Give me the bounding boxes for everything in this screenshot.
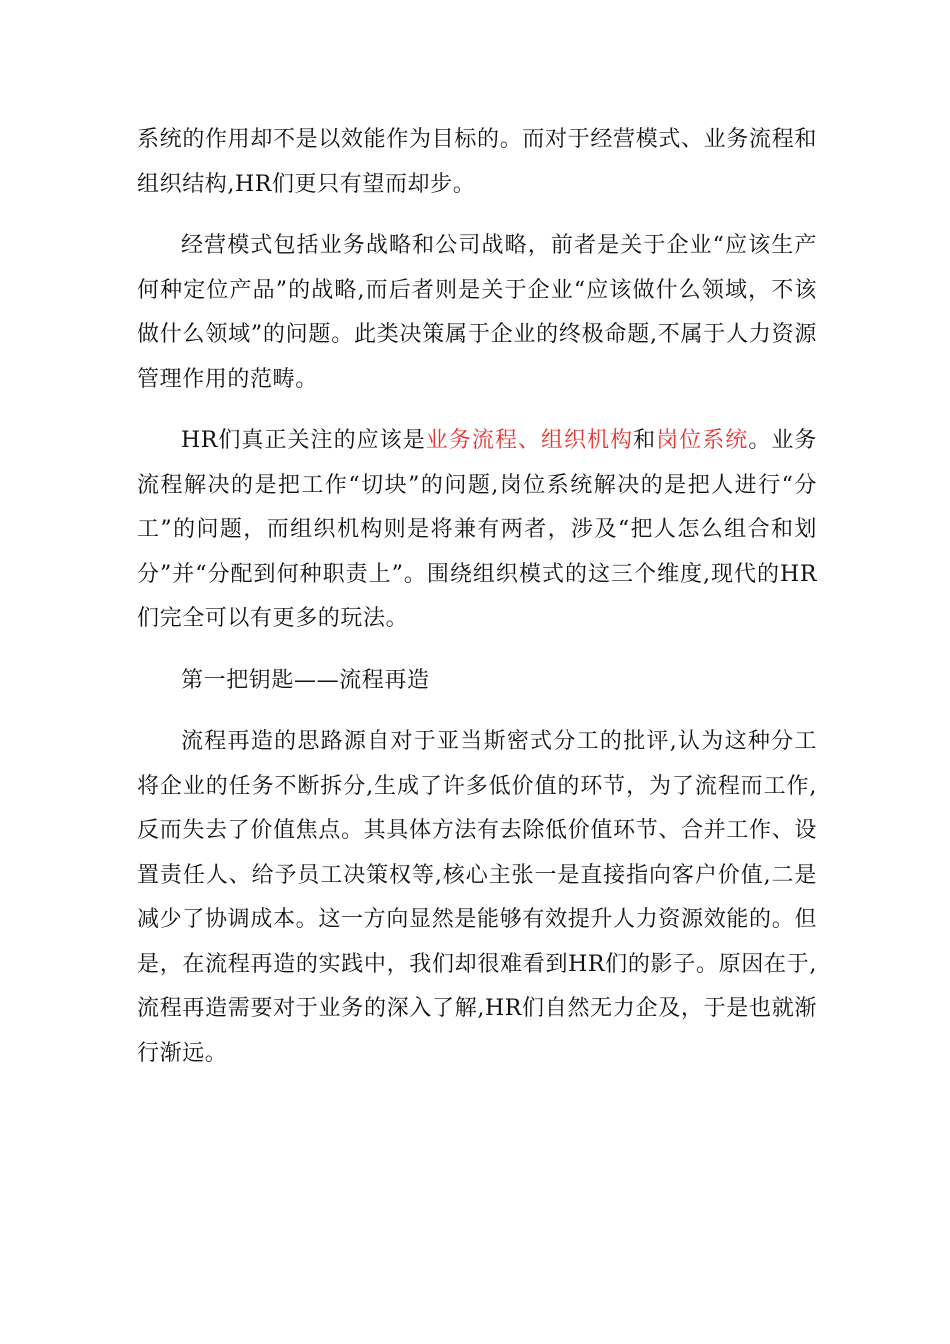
paragraph-3-post: 。业务流程解决的是把工作“切块”的问题,岗位系统解决的是把人进行“分工”的问题，而组织机构则是将兼有两者，涉及“把人怎么组合和划分”并“分配到何种职责上”。围绕组织模式的这三个维度,现代的HR们完全可以有更多的玩法。 <box>137 428 817 631</box>
highlight-position-system: 岗位系统 <box>656 428 749 453</box>
paragraph-3-pre: HR们真正关注的应该是 <box>181 428 426 453</box>
paragraph-2: 经营模式包括业务战略和公司战略，前者是关于企业“应该生产何种定位产品”的战略,而后者则是关于企业“应该做什么领域，不该做什么领域”的问题。此类决策属于企业的终极命题,不属于人力资源管理作用的范畴。 <box>137 233 817 392</box>
paragraph-3 <box>137 419 817 642</box>
paragraph-1: 系统的作用却不是以效能作为目标的。而对于经营模式、业务流程和组织结构,HR们更只有望而却步。 <box>137 127 817 197</box>
document-body <box>137 118 817 1093</box>
paragraph-3-mid: 和 <box>633 428 657 453</box>
paragraph-4: 流程再造的思路源自对于亚当斯密式分工的批评,认为这种分工将企业的任务不断拆分,生成了许多低价值的环节，为了流程而工作,反而失去了价值焦点。其具体方法有去除低价值环节、合并工作、设置责任人、给予员工决策权等,核心主张一是直接指向客户价值,二是减少了协调成本。这一方向显然是能够有效提升人力资源效能的。但是，在流程再造的实践中，我们却很难看到HR们的影子。原因在于,流程再造需要对于业务的深入了解,HR们自然无力企及，于是也就渐行渐远。 <box>137 729 817 1066</box>
highlight-business-process: 业务流程、组织机构 <box>425 428 634 453</box>
section-heading: 第一把钥匙——流程再造 <box>181 667 430 693</box>
